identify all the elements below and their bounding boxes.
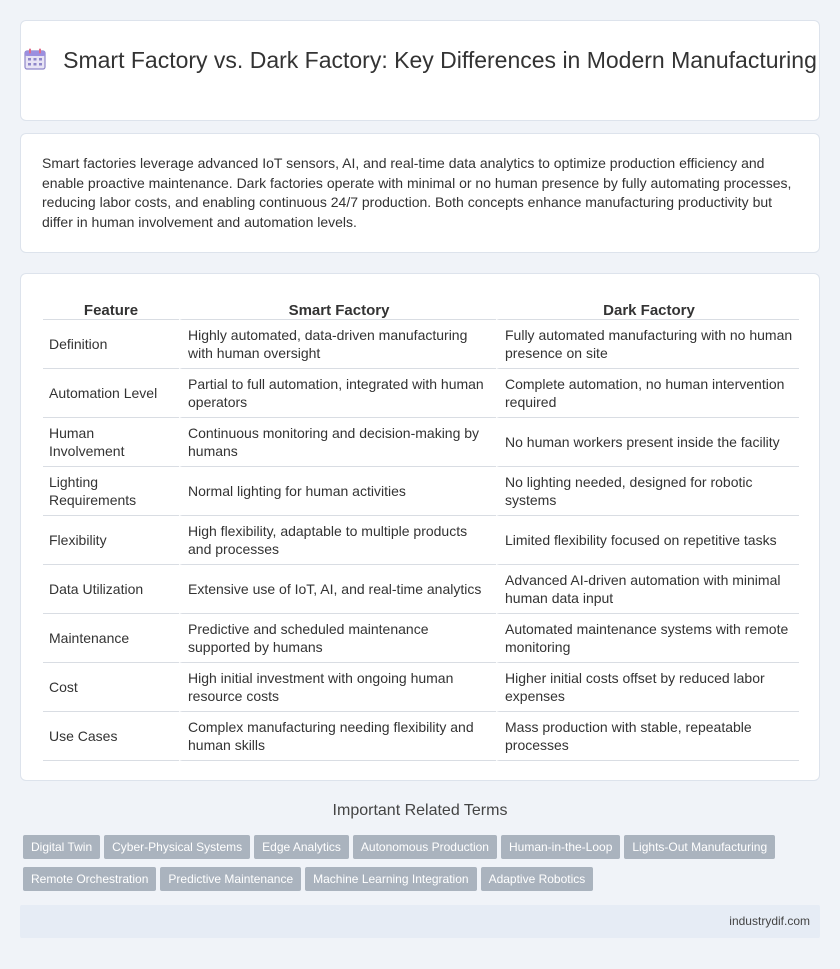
cell-dark-factory: Fully automated manufacturing with no human presence on site — [496, 320, 799, 369]
intro-card — [20, 133, 820, 253]
table-row — [43, 320, 799, 369]
table-row — [43, 712, 799, 761]
related-term-tag[interactable]: Human-in-the-Loop — [501, 835, 620, 859]
cell-feature: Cost — [43, 663, 179, 712]
cell-feature: Definition — [43, 320, 179, 369]
cell-smart-factory: Complex manufacturing needing flexibility and human skills — [179, 712, 496, 761]
table-row — [43, 565, 799, 614]
related-term-tag[interactable]: Adaptive Robotics — [481, 867, 594, 891]
related-term-tag[interactable]: Predictive Maintenance — [160, 867, 301, 891]
related-term-tag[interactable]: Autonomous Production — [353, 835, 497, 859]
cell-dark-factory: Automated maintenance systems with remote monitoring — [496, 614, 799, 663]
cell-feature: Use Cases — [43, 712, 179, 761]
cell-feature: Maintenance — [43, 614, 179, 663]
related-terms-list — [23, 835, 813, 899]
cell-smart-factory: High initial investment with ongoing human resource costs — [179, 663, 496, 712]
related-terms-row — [23, 867, 813, 899]
header-card — [20, 20, 820, 121]
intro-text: Smart factories leverage advanced IoT sensors, AI, and real-time data analytics to optimize production efficiency and enable proactive maintenance. Dark factories operate with minimal or no human presence by fully automating processes, reducing labor costs, and enabling continuous 24/7 production. Both concepts enhance manufacturing productivity but differ in human involvement and automation levels. — [42, 155, 792, 230]
cell-dark-factory: No lighting needed, designed for robotic systems — [496, 467, 799, 516]
header-feature: Feature — [43, 294, 179, 320]
cell-smart-factory: Continuous monitoring and decision-making by humans — [179, 418, 496, 467]
cell-feature: Human Involvement — [43, 418, 179, 467]
cell-feature: Automation Level — [43, 369, 179, 418]
cell-smart-factory: Extensive use of IoT, AI, and real-time analytics — [179, 565, 496, 614]
cell-smart-factory: Predictive and scheduled maintenance supported by humans — [179, 614, 496, 663]
cell-smart-factory: Highly automated, data-driven manufacturing with human oversight — [179, 320, 496, 369]
table-header-row — [43, 294, 799, 320]
cell-dark-factory: Higher initial costs offset by reduced labor expenses — [496, 663, 799, 712]
related-term-tag[interactable]: Lights-Out Manufacturing — [624, 835, 775, 859]
cell-smart-factory: Partial to full automation, integrated with human operators — [179, 369, 496, 418]
header-dark-factory: Dark Factory — [496, 294, 799, 320]
cell-dark-factory: No human workers present inside the facility — [496, 418, 799, 467]
cell-dark-factory: Mass production with stable, repeatable processes — [496, 712, 799, 761]
related-term-tag[interactable]: Machine Learning Integration — [305, 867, 476, 891]
cell-dark-factory: Advanced AI-driven automation with minimal human data input — [496, 565, 799, 614]
cell-feature: Data Utilization — [43, 565, 179, 614]
related-terms-title: Important Related Terms — [332, 802, 508, 819]
cell-dark-factory: Limited flexibility focused on repetitive tasks — [496, 516, 799, 565]
table-row — [43, 467, 799, 516]
related-term-tag[interactable]: Digital Twin — [23, 835, 100, 859]
footer — [20, 905, 820, 938]
table-row — [43, 516, 799, 565]
table-row — [43, 663, 799, 712]
comparison-table — [43, 294, 799, 761]
cell-feature: Lighting Requirements — [43, 467, 179, 516]
calendar-icon — [23, 47, 47, 71]
comparison-card — [20, 273, 820, 781]
table-row — [43, 418, 799, 467]
table-row — [43, 614, 799, 663]
cell-smart-factory: High flexibility, adaptable to multiple products and processes — [179, 516, 496, 565]
page-title-text: Smart Factory vs. Dark Factory: Key Differences in Modern Manufacturing — [63, 47, 817, 73]
related-term-tag[interactable]: Remote Orchestration — [23, 867, 156, 891]
related-term-tag[interactable]: Cyber-Physical Systems — [104, 835, 250, 859]
header-smart-factory: Smart Factory — [179, 294, 496, 320]
related-term-tag[interactable]: Edge Analytics — [254, 835, 349, 859]
cell-feature: Flexibility — [43, 516, 179, 565]
footer-site: industrydif.com — [729, 914, 810, 928]
related-terms-row — [23, 835, 813, 867]
table-row — [43, 369, 799, 418]
cell-dark-factory: Complete automation, no human intervention required — [496, 369, 799, 418]
cell-smart-factory: Normal lighting for human activities — [179, 467, 496, 516]
page-title — [21, 45, 819, 75]
